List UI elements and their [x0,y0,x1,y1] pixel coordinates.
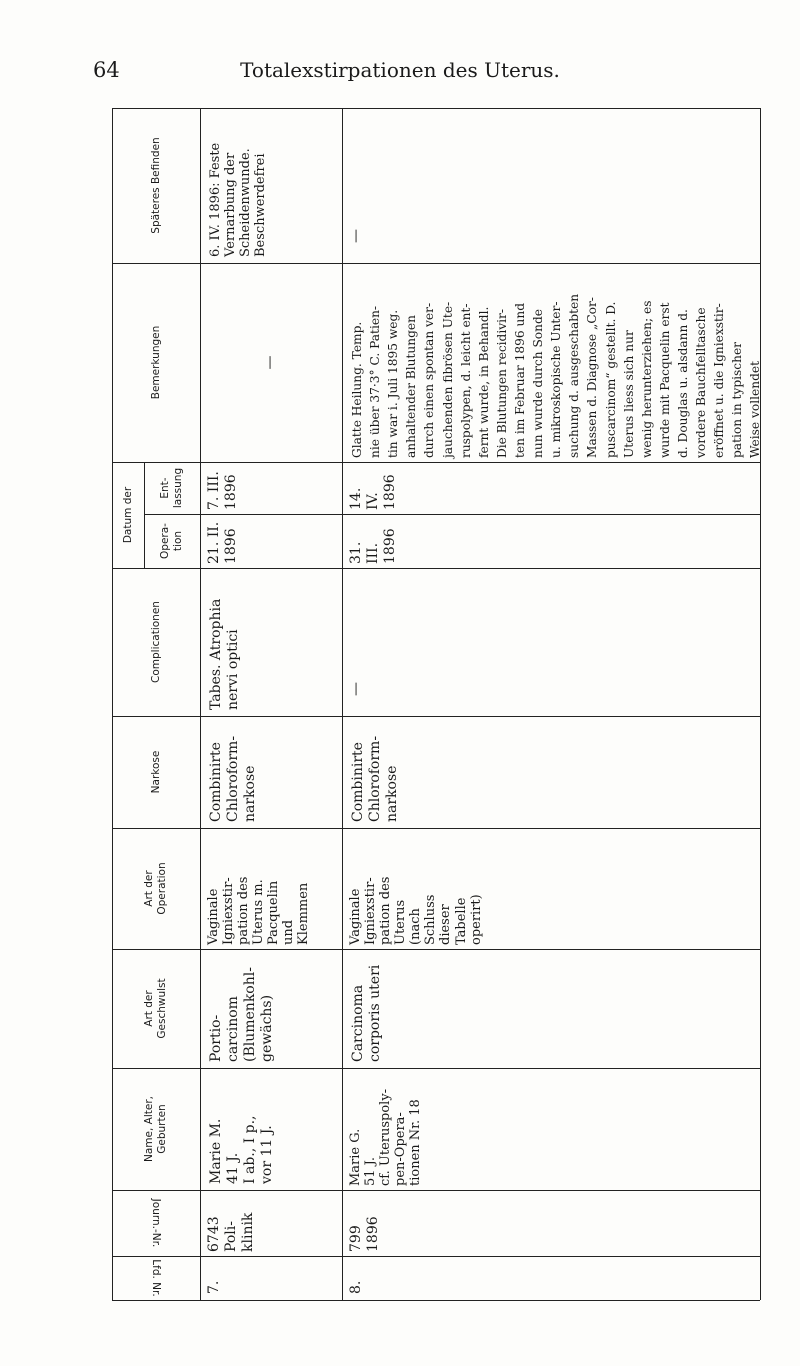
row2-art-der-geschwulst: Carcinoma corporis uteri [350,964,384,1062]
header-art-der-geschwulst: Art der Geschwulst [143,978,168,1039]
running-head: Totalexstirpationen des Uterus. [240,58,560,82]
row1-art-der-operation: Vaginale Igniexstir- pation des Uterus m. Pacquelin und Klemmen [206,876,312,945]
rotated-table [112,108,763,1300]
row2-complicationen: — [348,682,364,696]
header-art-der-operation: Art der Operation [143,862,168,915]
row1-spaeteres-befinden: 6. IV. 1896: Feste Vernarbung der Scheidenwunde. Beschwerdefrei [208,142,269,257]
header-datum-der: Datum der [121,486,134,544]
rule [760,108,761,1300]
row2-operation-date: 31. III. 1896 [348,528,399,564]
rule [112,1300,760,1301]
header-complicationen: Complicationen [149,601,162,683]
header-spaeteres-befinden: Späteres Befinden [149,137,162,234]
row2-art-der-operation: Vaginale Igniexstir- pation des Uterus (nach Schluss dieser Tabelle operirt) [348,876,484,945]
row2-spaeteres-befinden: — [348,229,364,243]
row1-operation-date: 21. II. 1896 [206,521,240,564]
header-narkose: Narkose [149,750,162,794]
page-number: 64 [93,58,120,82]
row1-journal-nr: 6743 Poli- klinik [206,1212,257,1252]
row1-narkose: Combinirte Chloroform- narkose [208,735,259,822]
header-journal-nr: Journ.-Nr. [150,1198,162,1248]
row2-narkose: Combinirte Chloroform- narkose [350,735,401,822]
row2-entlassung: 14. IV. 1896 [348,474,399,510]
row1-complicationen: Tabes. Atrophia nervi optici [208,598,242,710]
header-entlassung: Ent- lassung [159,467,184,509]
row2-bemerkungen: Glatte Heilung. Temp. nie über 37·3° C. Patien- tin war i. Juli 1895 weg. anhaltender Blutungen durch einen spontan ver- jauchenden fibrösen Ute- ruspolypen, d. leicht ent- fernt wurde, in Behandl. Die Blutungen recidivir- ten im Februar 1896 und nun wurde durch Sonde u. mikroskopische Unter- suchung d. ausgeschabten Massen d. Diagnose „Cor- puscarcinom“ gestellt. D. Uterus liess sich nur wenig herunterziehen; es wurde mit Pacquelin erst d. Douglas u. alsdann d. vordere Bauchfelltasche eröffnet u. die Igniexstir- pation in typischer Weise vollendet [350,293,763,458]
row1-entlassung: 7. III. 1896 [206,471,240,510]
row1-bemerkungen: — [262,355,279,370]
row1-lfd-nr: 7. [206,1280,222,1294]
header-lfd-nr: Lfd. Nr. [150,1259,162,1297]
header-bemerkungen: Bemerkungen [149,325,162,400]
header-operation-date: Opera- tion [159,523,184,559]
row2-name-alter: Marie G. 51 J. cf. Uteruspoly- pen-Opera- tionen Nr. 18 [348,1088,424,1186]
row2-lfd-nr: 8. [348,1280,364,1294]
row1-art-der-geschwulst: Portio- carcinom (Blumenkohl- gewächs) [208,967,276,1062]
header-name-alter: Name, Alter, Geburten [143,1096,168,1162]
row2-journal-nr: 799 1896 [348,1216,382,1252]
row1-name-alter: Marie M. 41 J. I ab., I p., vor 11 J. [208,1115,276,1184]
